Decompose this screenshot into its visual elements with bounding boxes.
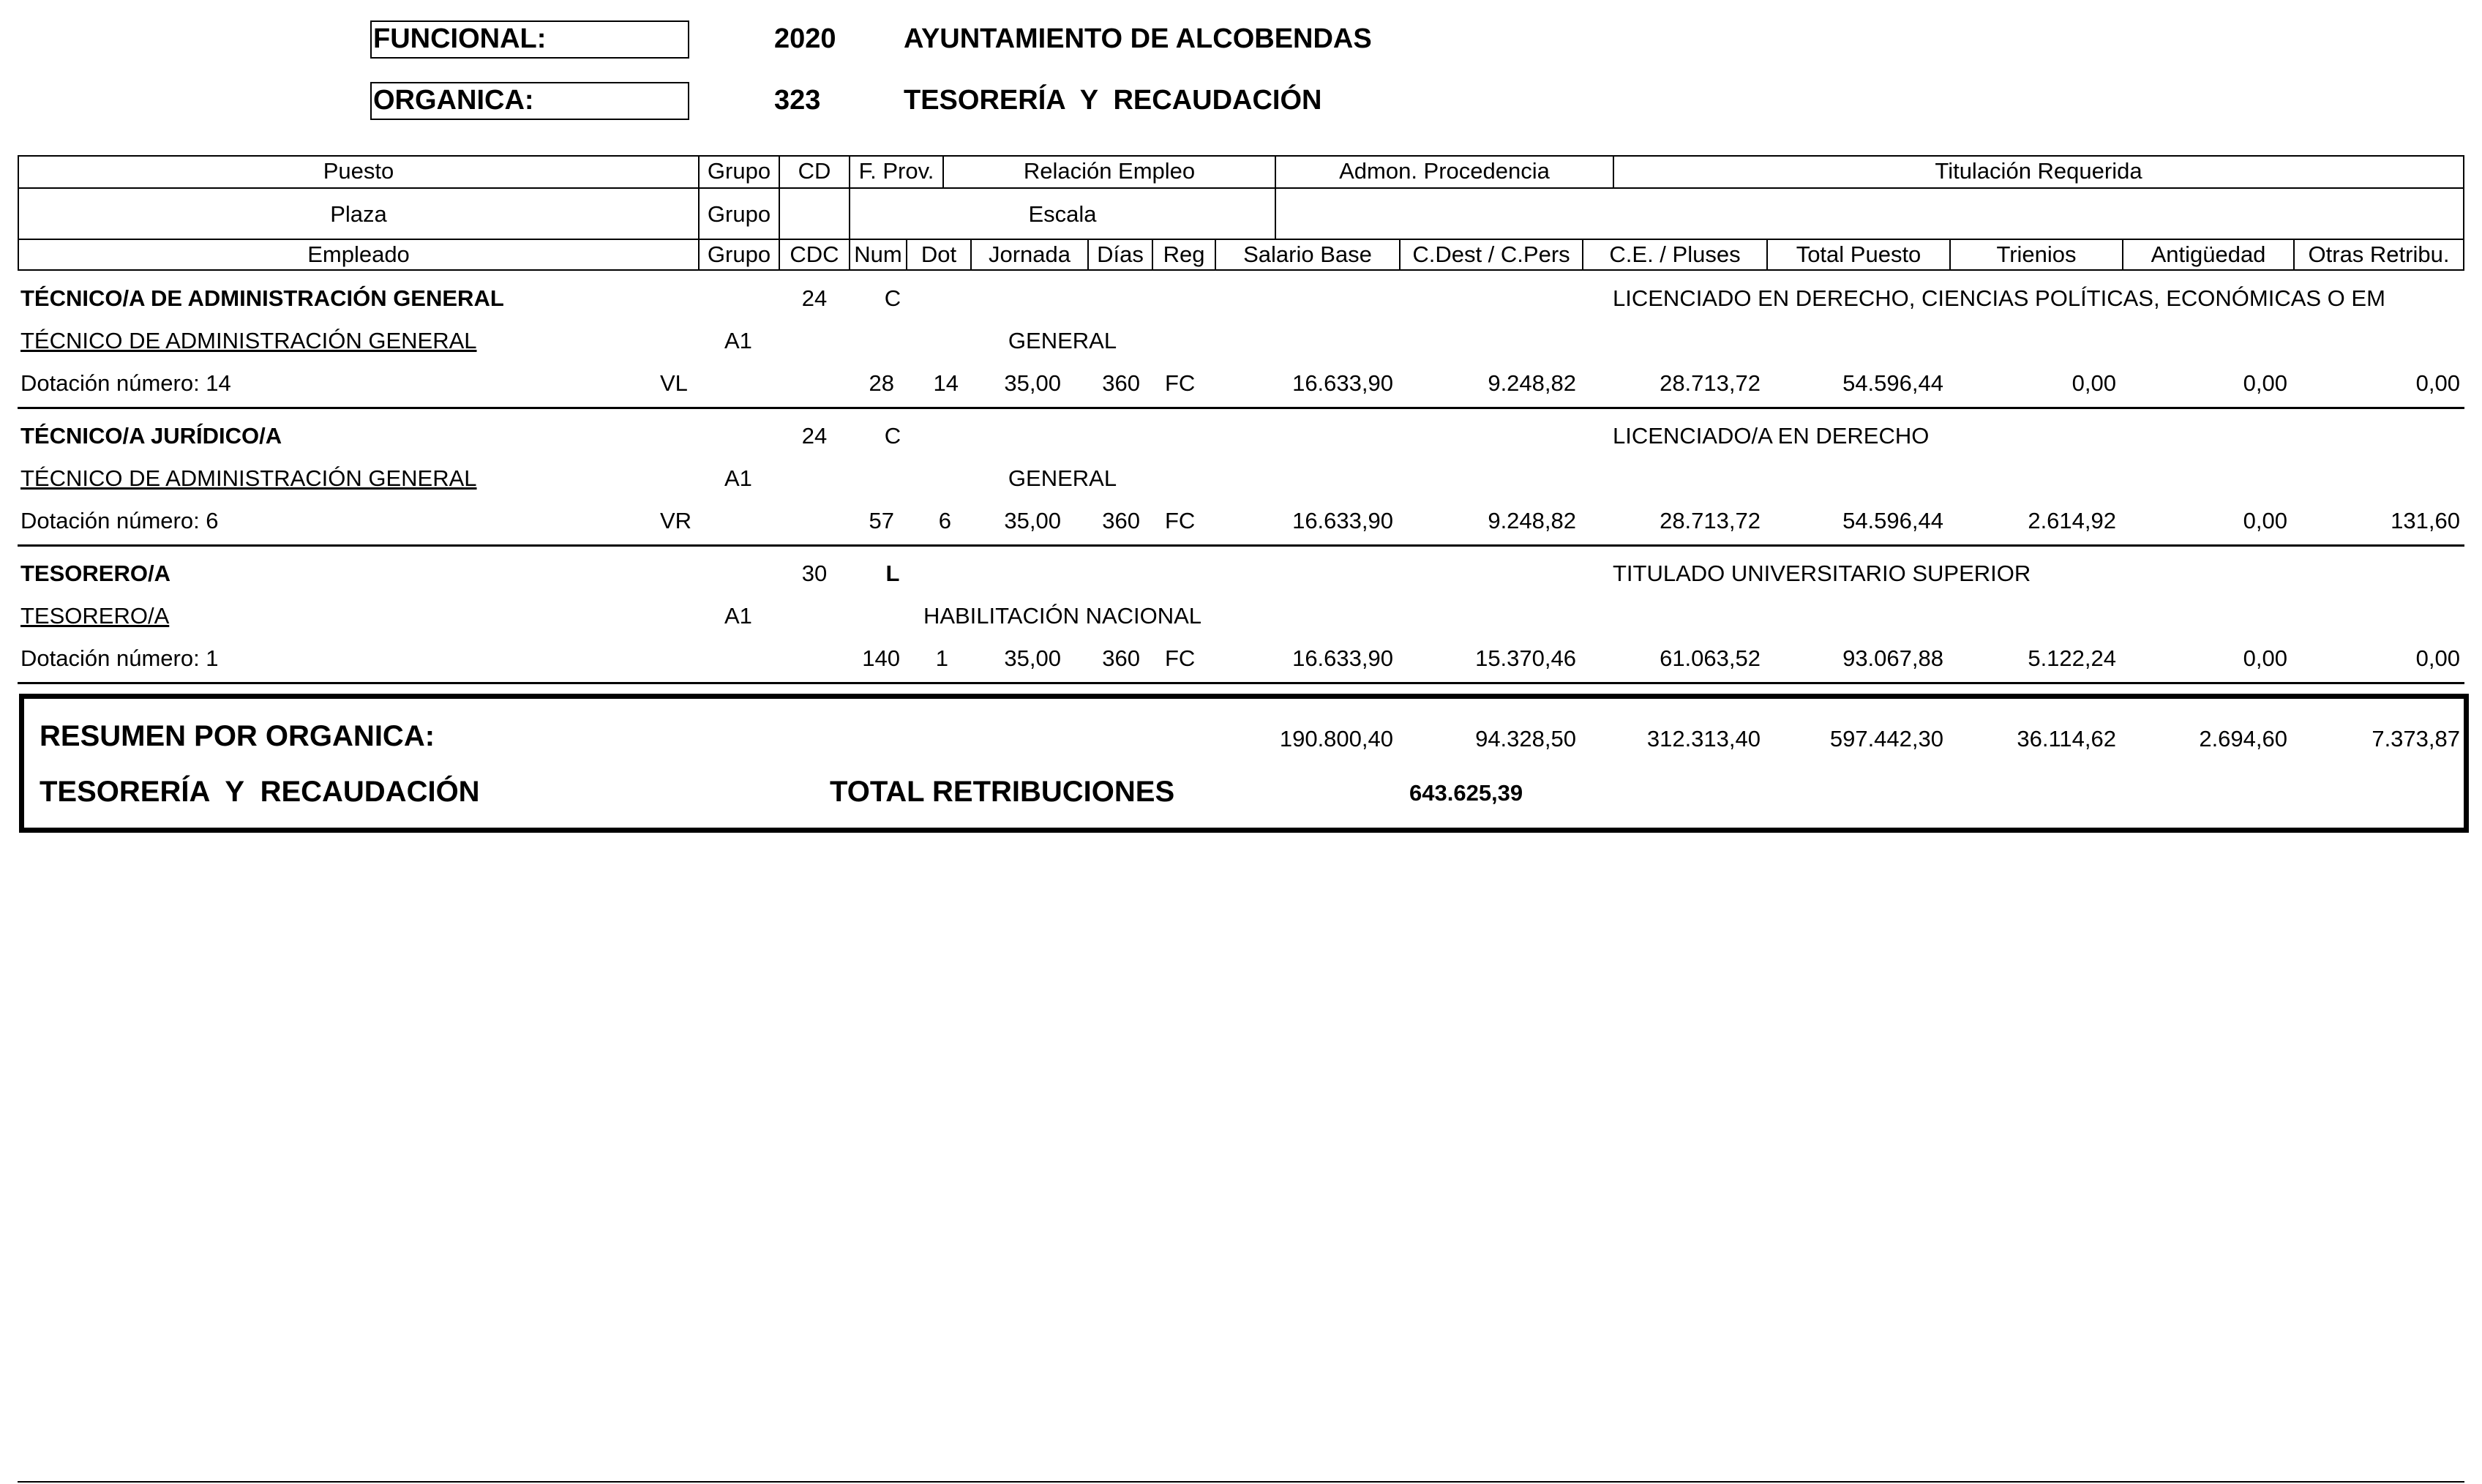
department-name: TESORERÍA Y RECAUDACIÓN	[904, 85, 1322, 116]
cd-value: 24	[801, 285, 828, 311]
trienios-value: 2.614,92	[2028, 508, 2116, 533]
plaza-name: TÉCNICO DE ADMINISTRACIÓN GENERAL	[20, 328, 477, 353]
escala-value: GENERAL	[1008, 465, 1117, 491]
col-antiguedad: Antigüedad	[2122, 239, 2295, 271]
col-fprov: F. Prov.	[849, 155, 944, 189]
col-empty-right	[1275, 187, 2464, 240]
puesto-name: TESORERO/A	[20, 561, 170, 586]
entity-name: AYUNTAMIENTO DE ALCOBENDAS	[904, 23, 1372, 54]
col-escala: Escala	[849, 187, 1276, 240]
otras-value: 0,00	[2415, 370, 2460, 396]
summary-total: 597.442,30	[1829, 726, 1943, 752]
dotacion-label: Dotación número: 1	[20, 645, 219, 671]
total-retribuciones-value: 643.625,39	[1409, 780, 1523, 806]
tipo-value: VR	[660, 508, 692, 533]
jornada-value: 35,00	[1004, 508, 1061, 533]
cdest-value: 15.370,46	[1475, 645, 1576, 671]
dot-value: 14	[933, 370, 959, 396]
total-value: 54.596,44	[1842, 508, 1943, 533]
plaza-name: TÉCNICO DE ADMINISTRACIÓN GENERAL	[20, 465, 477, 491]
antiguedad-value: 0,00	[2243, 645, 2287, 671]
dotacion-label: Dotación número: 6	[20, 508, 219, 533]
otras-value: 131,60	[2391, 508, 2460, 533]
col-reg: Reg	[1152, 239, 1216, 271]
total-retribuciones-label: TOTAL RETRIBUCIONES	[830, 776, 1175, 808]
summary-ce: 312.313,40	[1646, 726, 1761, 752]
reg-value: FC	[1165, 645, 1196, 671]
col-cd: CD	[779, 155, 850, 189]
col-trienios: Trienios	[1949, 239, 2123, 271]
total-value: 93.067,88	[1842, 645, 1943, 671]
tipo-value: VL	[660, 370, 688, 396]
puesto-name: TÉCNICO/A JURÍDICO/A	[20, 423, 282, 449]
salario-value: 16.633,90	[1292, 370, 1393, 396]
col-salario: Salario Base	[1215, 239, 1401, 271]
cdest-value: 9.248,82	[1488, 370, 1576, 396]
col-num: Num	[849, 239, 907, 271]
footer-rule	[18, 1481, 2464, 1483]
col-jornada: Jornada	[970, 239, 1089, 271]
col-dot: Dot	[906, 239, 972, 271]
col-cdc: CDC	[779, 239, 850, 271]
escala-value: HABILITACIÓN NACIONAL	[923, 603, 1202, 629]
record-divider	[18, 544, 2464, 547]
col-relacion: Relación Empleo	[942, 155, 1276, 189]
summary-antiguedad: 2.694,60	[2199, 726, 2287, 752]
org-code: 323	[774, 85, 821, 116]
funcional-label: FUNCIONAL:	[370, 20, 689, 59]
salario-value: 16.633,90	[1292, 508, 1393, 533]
col-cdest: C.Dest / C.Pers	[1399, 239, 1583, 271]
plaza-name: TESORERO/A	[20, 603, 170, 629]
titulacion-value: TITULADO UNIVERSITARIO SUPERIOR	[1613, 561, 2031, 586]
dot-value: 6	[938, 508, 951, 533]
col-grupo-2: Grupo	[698, 187, 780, 240]
dotacion-label: Dotación número: 14	[20, 370, 231, 396]
col-empty-cd	[779, 187, 850, 240]
trienios-value: 5.122,24	[2028, 645, 2116, 671]
ce-value: 28.713,72	[1660, 508, 1761, 533]
total-value: 54.596,44	[1842, 370, 1943, 396]
num-value: 57	[869, 508, 894, 533]
summary-box	[19, 694, 2469, 833]
col-admon: Admon. Procedencia	[1275, 155, 1614, 189]
col-puesto: Puesto	[18, 155, 700, 189]
summary-cdest: 94.328,50	[1475, 726, 1576, 752]
organica-label: ORGANICA:	[370, 82, 689, 120]
trienios-value: 0,00	[2072, 370, 2116, 396]
ce-value: 61.063,52	[1660, 645, 1761, 671]
jornada-value: 35,00	[1004, 370, 1061, 396]
otras-value: 0,00	[2415, 645, 2460, 671]
col-dias: Días	[1087, 239, 1153, 271]
titulacion-value: LICENCIADO/A EN DERECHO	[1613, 423, 1930, 449]
dot-value: 1	[935, 645, 948, 671]
col-total: Total Puesto	[1766, 239, 1951, 271]
grupo-value: A1	[724, 465, 752, 491]
col-empleado: Empleado	[18, 239, 700, 271]
jornada-value: 35,00	[1004, 645, 1061, 671]
fprov-value: C	[884, 423, 901, 449]
reg-value: FC	[1165, 370, 1196, 396]
record-divider	[18, 407, 2464, 409]
num-value: 140	[862, 645, 900, 671]
antiguedad-value: 0,00	[2243, 508, 2287, 533]
summary-title: RESUMEN POR ORGANICA:	[40, 720, 435, 752]
col-grupo: Grupo	[698, 155, 780, 189]
num-value: 28	[869, 370, 894, 396]
dias-value: 360	[1102, 508, 1140, 533]
grupo-value: A1	[724, 328, 752, 353]
col-plaza: Plaza	[18, 187, 700, 240]
cdest-value: 9.248,82	[1488, 508, 1576, 533]
col-ce: C.E. / Pluses	[1582, 239, 1768, 271]
dias-value: 360	[1102, 645, 1140, 671]
summary-department: TESORERÍA Y RECAUDACIÓN	[40, 776, 480, 808]
record-divider	[18, 682, 2464, 684]
cd-value: 30	[801, 561, 828, 586]
summary-otras: 7.373,87	[2372, 726, 2460, 752]
cd-value: 24	[801, 423, 828, 449]
summary-trienios: 36.114,62	[2017, 726, 2116, 752]
dias-value: 360	[1102, 370, 1140, 396]
salario-value: 16.633,90	[1292, 645, 1393, 671]
col-titulacion: Titulación Requerida	[1613, 155, 2464, 189]
fprov-value: C	[884, 285, 901, 311]
summary-salario: 190.800,40	[1279, 726, 1393, 752]
fprov-value: L	[885, 561, 900, 586]
titulacion-value: LICENCIADO EN DERECHO, CIENCIAS POLÍTICAS, ECONÓMICAS O EM	[1613, 285, 2385, 311]
puesto-name: TÉCNICO/A DE ADMINISTRACIÓN GENERAL	[20, 285, 504, 311]
antiguedad-value: 0,00	[2243, 370, 2287, 396]
escala-value: GENERAL	[1008, 328, 1117, 353]
reg-value: FC	[1165, 508, 1196, 533]
grupo-value: A1	[724, 603, 752, 629]
ce-value: 28.713,72	[1660, 370, 1761, 396]
year: 2020	[774, 23, 836, 54]
col-otras: Otras Retribu.	[2293, 239, 2464, 271]
col-grupo-3: Grupo	[698, 239, 780, 271]
